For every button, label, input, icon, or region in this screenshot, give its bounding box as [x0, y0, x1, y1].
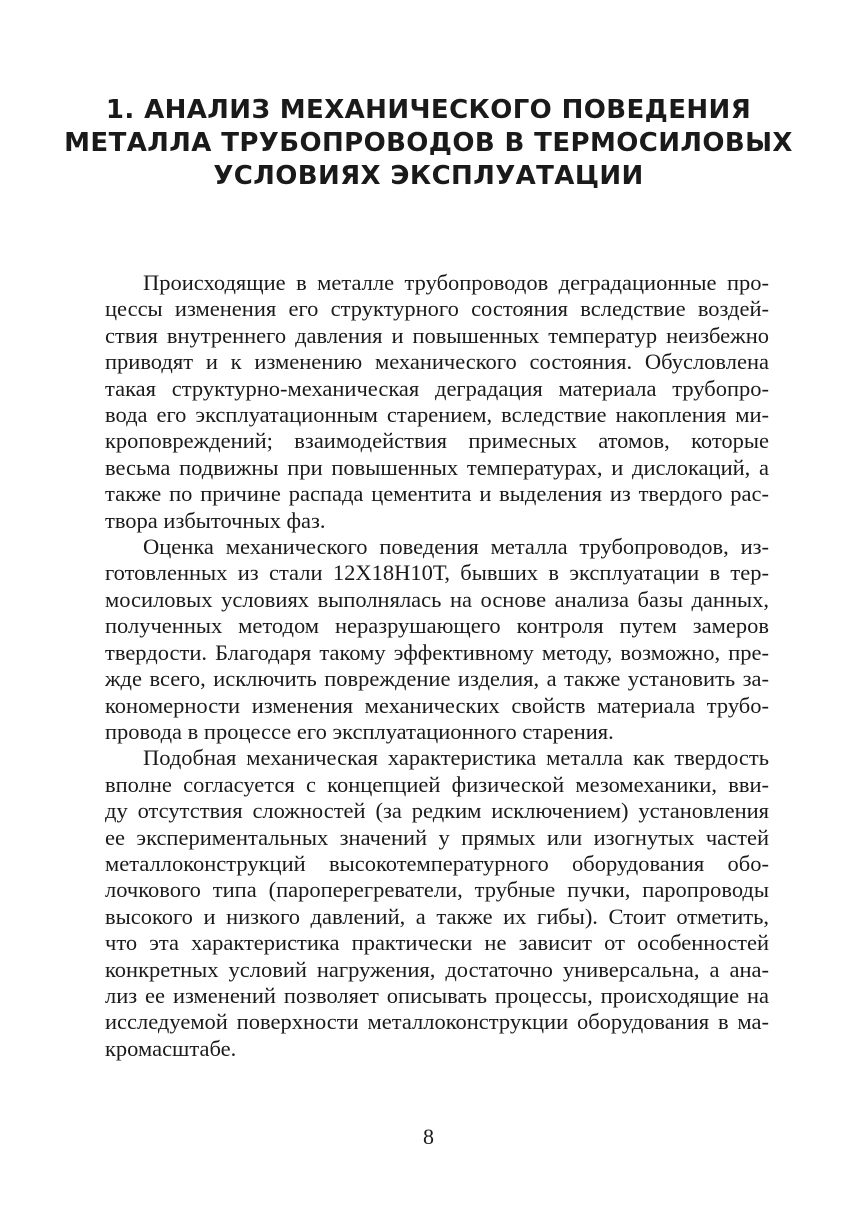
paragraph-line: приводят и к изменению механического состояния. Обусловлена	[105, 349, 769, 375]
paragraph-line: кономерности изменения механических свойств материала трубо-	[105, 692, 769, 718]
paragraph-line: вода его эксплуатационным старением, вследствие накопления ми-	[105, 402, 769, 428]
paragraph	[105, 745, 769, 1062]
paragraph-line: весьма подвижны при повышенных температурах, и дислокаций, а	[105, 454, 769, 480]
paragraph-line: вполне согласуется с концепцией физической мезомеханики, вви-	[105, 771, 769, 797]
body-text	[105, 270, 769, 1062]
paragraph-line: кроповреждений; взаимодействия примесных атомов, которые	[105, 428, 769, 454]
paragraph-line: твердости. Благодаря такому эффективному методу, возможно, пре-	[105, 639, 769, 665]
paragraph-line: мосиловых условиях выполнялась на основе анализа базы данных,	[105, 586, 769, 612]
paragraph-line: лочкового типа (пароперегреватели, трубные пучки, паропроводы	[105, 877, 769, 903]
paragraph-line: высокого и низкого давлений, а также их гибы). Стоит отметить,	[105, 903, 769, 929]
chapter-title-line: УСЛОВИЯХ ЭКСПЛУАТАЦИИ	[213, 161, 644, 191]
paragraph-line: ее экспериментальных значений у прямых или изогнутых частей	[105, 824, 769, 850]
chapter-title-line: 1. АНАЛИЗ МЕХАНИЧЕСКОГО ПОВЕДЕНИЯ	[105, 95, 752, 125]
chapter-title-line: МЕТАЛЛА ТРУБОПРОВОДОВ В ТЕРМОСИЛОВЫХ	[64, 128, 793, 158]
paragraph-line: также по причине распада цементита и выделения из твердого рас-	[105, 481, 769, 507]
paragraph	[105, 534, 769, 745]
paragraph-line: кромасштабе.	[105, 1035, 237, 1061]
paragraph-line: конкретных условий нагружения, достаточно универсальна, а ана-	[105, 956, 769, 982]
paragraph-line: такая структурно-механическая деградация материала трубопро-	[105, 375, 769, 401]
paragraph-line: металлоконструкций высокотемпературного оборудования обо-	[105, 850, 769, 876]
paragraph-line: ствия внутреннего давления и повышенных температур неизбежно	[105, 322, 769, 348]
paragraph-line: Подобная механическая характеристика металла как твердость	[143, 745, 769, 771]
paragraph-line: Оценка механического поведения металла трубопроводов, из-	[143, 534, 769, 560]
paragraph-line: лиз ее изменений позволяет описывать процессы, происходящие на	[105, 982, 769, 1008]
paragraph-line: полученных методом неразрушающего контроля путем замеров	[105, 613, 769, 639]
paragraph	[105, 270, 769, 534]
paragraph-line: что эта характеристика практически не зависит от особенностей	[105, 930, 769, 956]
paragraph-line: твора избыточных фаз.	[105, 507, 326, 533]
paragraph-line: исследуемой поверхности металлоконструкции оборудования в ма-	[105, 1009, 769, 1035]
paragraph-line: жде всего, исключить повреждение изделия, а также установить за-	[105, 666, 769, 692]
chapter-title	[60, 94, 797, 193]
paragraph-line: цессы изменения его структурного состояния вследствие воздей-	[105, 296, 769, 322]
paragraph-line: ду отсутствия сложностей (за редким исключением) установления	[105, 798, 769, 824]
paragraph-line: готовленных из стали 12Х18Н10Т, бывших в эксплуатации в тер-	[105, 560, 769, 586]
paragraph-line: провода в процессе его эксплуатационного старения.	[105, 718, 614, 744]
paragraph-line: Происходящие в металле трубопроводов деградационные про-	[143, 270, 769, 295]
page-number: 8	[423, 1124, 434, 1149]
